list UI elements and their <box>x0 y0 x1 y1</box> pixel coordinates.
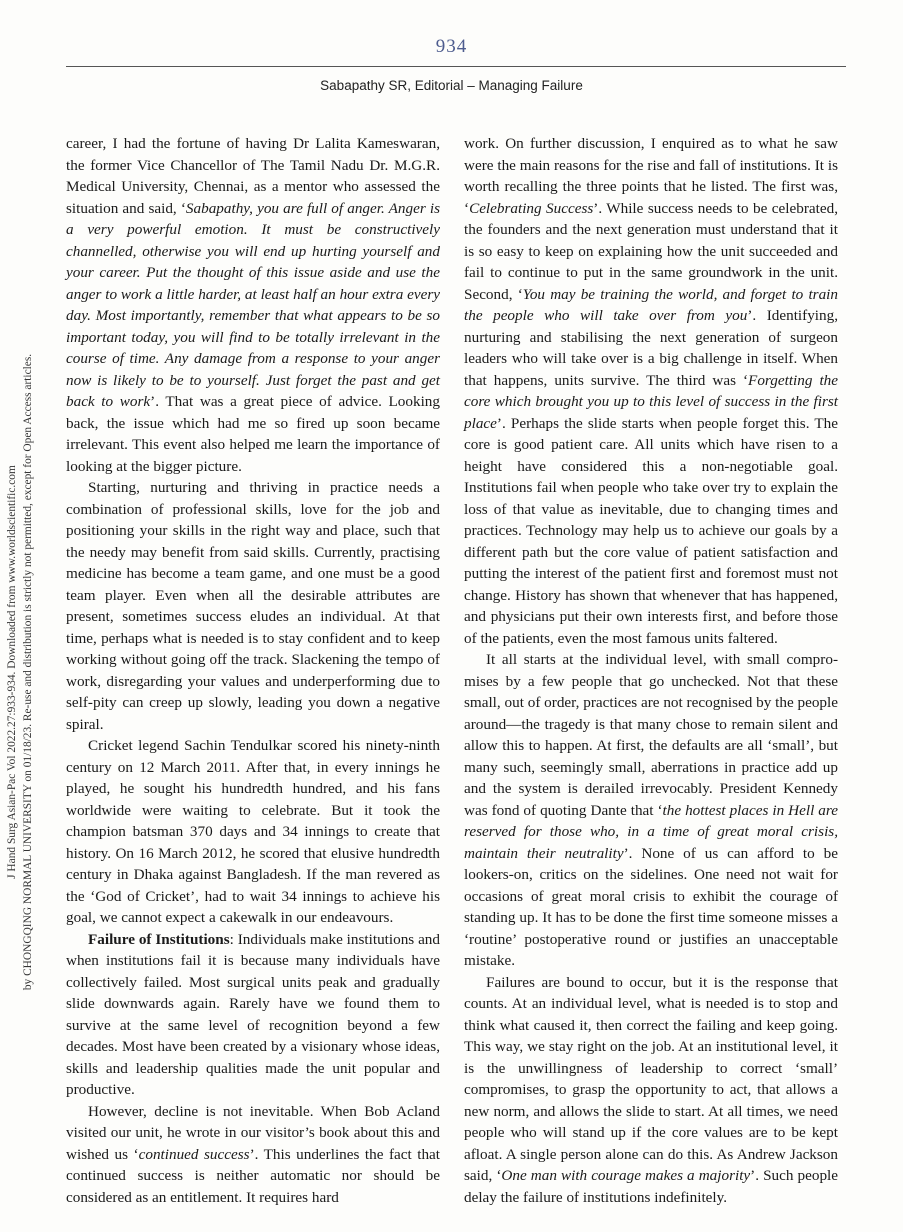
paragraph-failure-of-institutions: Failure of Institutions: Individuals make institutions and when institutions fail it is because many individuals have collectively failed. Most surgical units peak and gradually slide downwards again. Rarely have we found them to survive at the same level of recognition beyond a few decades. Most have been created by a visionary whose ideas, skills and leadership qualities made the unit popular and productive. <box>66 930 440 1098</box>
paragraph-individual-level: It all starts at the individual level, with small compromises by a few people that go unchecked. Not that these small, out of order, practices are not recognised by the people around—the tragedy is that many chose to remain silent and allow this to happen. At first, the defaults are all ‘small’, but many such, seemingly small, aberrations in practice add up and the system is derailed irrevocably. President Kennedy was fond of quoting Dante that ‘the hottest places in Hell are reserved for those who, in a time of great moral crisis, maintain their neutrality’. None of us can afford to be lookers-on, critics on the sidelines. One need not wait for occasions of great moral crisis to exhibit the courage of standing up. It has to be done the first time someone misses a ‘routine’ postoperative round or justifies an unacceptable mistake. <box>464 651 838 969</box>
paragraph-mentor: career, I had the fortune of having Dr Lalita Kameswaran, the former Vice Chancellor of The Tamil Nadu Dr. M.G.R. Medical University, Chennai, as a mentor who assessed the situation and said, ‘Sabapathy, you are full of anger. Anger is a very powerful emotion. It must be constructively channelled, otherwise you will end up hurting yourself and your career. Put the thought of this issue aside and use the anger to work a little harder, at least half an hour extra every day. Most importantly, remember that what appears to be so important today, you will find to be totally irrelevant in the course of time. Any damage from a response to your anger now is likely to be to yourself. Just forget the past and get back to work’. That was a great piece of advice. Looking back, the issue which had me so fired up soon became irrelevant. This event also helped me learn the importance of looking at the bigger picture. <box>66 135 440 475</box>
download-notice-line-1: J Hand Surg Asian-Pac Vol 2022.27:933-934. Downloaded from www.worldscientific.com <box>6 465 18 879</box>
paragraph-practice: Starting, nurturing and thriving in practice needs a combination of professional skills, love for the job and positioning your skills in the right way and place, such that the needy may benefit from said skills. Currently, practising medicine has become a team game, and one must be a good team player. Even when all the desirable attributes are present, sometimes success eludes an individual. At that time, perhaps what is needed is to stay confident and to keep working without going off the track. Slackening the tempo of work, disregarding your values and underperforming due to self-pity can creep up slowly, leading you down a negative spiral. <box>66 479 440 733</box>
header-rule <box>66 66 846 67</box>
paragraph-cricket: Cricket legend Sachin Tendulkar scored his ninety-ninth century on 12 March 2011. After that, in every innings he played, he sought his hundredth hundred, and his fans worldwide were waiting to celebrate. But it took the champion batsman 370 days and 34 innings to create that history. On 16 March 2012, he scored that elusive hundredth century in Dhaka against Bangladesh. If the man revered as the ‘God of Cricket’, had to wait 34 innings to achieve his goal, we cannot expect a cakewalk in our endeavours. <box>66 737 440 926</box>
left-column <box>66 133 440 1208</box>
page-number: 934 <box>435 36 468 57</box>
right-column <box>464 133 838 1208</box>
running-head: Sabapathy SR, Editorial – Managing Failure <box>320 78 583 93</box>
download-notice-line-2: by CHONGQING NORMAL UNIVERSITY on 01/18/23. Re-use and distribution is strictly not permitted, except for Open Access articles. <box>22 353 34 991</box>
paragraph-decline: However, decline is not inevitable. When Bob Acland visited our unit, he wrote in our visitor’s book about this and wished us ‘continued success’. This underlines the fact that continued success is neither automatic nor should be considered as an entitlement. It requires hard <box>66 1102 441 1206</box>
download-notice <box>4 112 38 1232</box>
paragraph-failures-response: Failures are bound to occur, but it is the response that counts. At an individual level, what is needed is to stop and think what caused it, then correct the failing and keep going. This way, we stay right on the job. At an institutional level, it is the unwillingness of leadership to correct ‘small’ compromises, to grasp the opportunity to act, that allows a new norm, and allows the slide to start. At all times, we need people who will stand up if the core values are to be kept afloat. A single person alone can do this. As Andrew Jackson said, ‘One man with courage makes a majority’. Such people delay the failure of institutions indefinitely. <box>464 973 839 1206</box>
section-heading: Failure of Institutions <box>88 930 230 948</box>
paragraph-three-points: work. On further discussion, I enquired as to what he saw were the main reasons for the rise and fall of institutions. It is worth recalling the three points that he listed. The first was, ‘Celebrating Success’. While success needs to be celebrated, the founders and the next generation must understand that it is so easy to keep on explaining how the unit succeeded and fail to continue to put in the same groundwork in the unit. Second, ‘You may be training the world, and forget to train the people who will take over from you’. Identifying, nurturing and stabilising the next generation of surgeon leaders who will take over is a big challenge in itself. When that happens, units survive. The third was ‘Forgetting the core which brought you up to this level of success in the first place’. Perhaps the slide starts when people forget this. The core is good patient care. All units which have risen to a height have considered this a non-negotiable goal. Institutions fail when people who take over try to explain the loss of that value as inevitable, due to changing times and practices. Technology may help us to achieve our goals by a different path but the core value of patient satisfaction and putting the interest of the patient first and foremost must not change. History has shown that whenever that has happened, and physicians put their own interests first, and before those of the patients, even the most famous units faltered. <box>464 135 838 647</box>
